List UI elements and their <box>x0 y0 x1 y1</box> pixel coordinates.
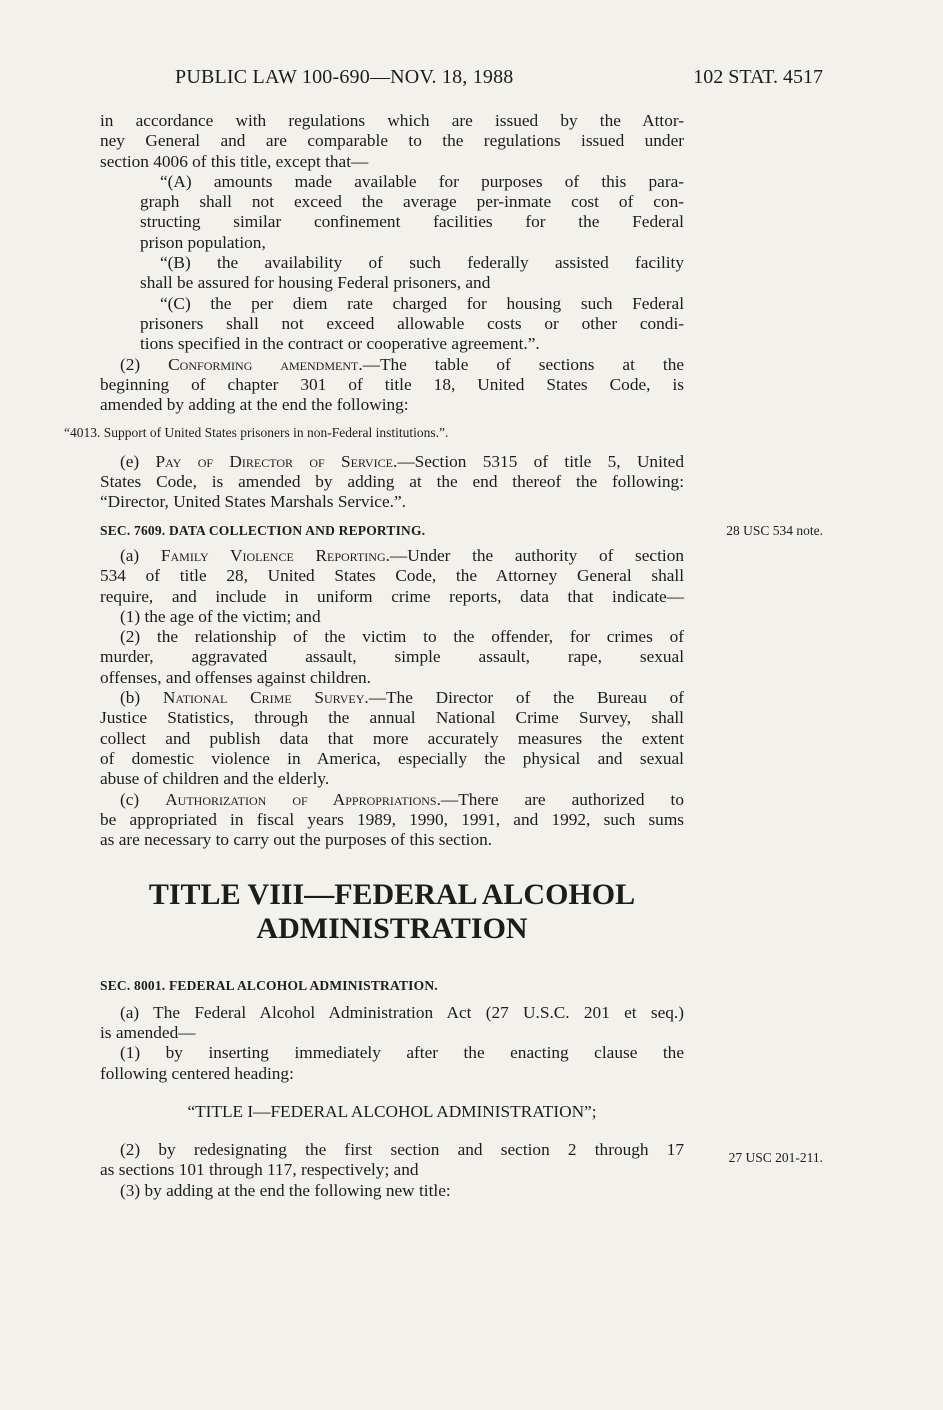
text-line: abuse of children and the elderly. <box>100 769 330 789</box>
section-heading: National Crime Survey <box>162 688 365 708</box>
section-heading: Pay of Director of Service <box>155 451 393 471</box>
text-line: “Director, United States Marshals Service.”. <box>100 492 406 512</box>
running-header: PUBLIC LAW 100-690—NOV. 18, 1988 <box>175 66 514 88</box>
page-body <box>64 111 684 1201</box>
text-line: graph shall not exceed the average per-inmate cost of con- <box>140 192 684 212</box>
text-line: (2) Conforming amendment.—The table of sections at the <box>120 354 684 374</box>
text-line: of domestic violence in America, especially the physical and sexual <box>100 748 684 768</box>
text-line: tions specified in the contract or cooperative agreement.”. <box>140 334 540 354</box>
text-line: (c) Authorization of Appropriations.—There are authorized to <box>120 789 684 809</box>
text-line: (a) The Federal Alcohol Administration Act (27 U.S.C. 201 et seq.) <box>120 1002 684 1022</box>
text-line: amended by adding at the end the following: <box>100 395 409 415</box>
text-line: (1) the age of the victim; and <box>120 606 321 626</box>
text-line: Justice Statistics, through the annual National Crime Survey, shall <box>100 708 684 728</box>
text-line: as sections 101 through 117, respectively; and <box>100 1160 419 1180</box>
text-line: “(C) the per diem rate charged for housing such Federal <box>160 293 684 313</box>
section-heading: Authorization of Appropriations <box>165 789 437 809</box>
text-line: in accordance with regulations which are issued by the Attor- <box>100 111 684 130</box>
title-line: ADMINISTRATION <box>256 912 528 946</box>
title-heading <box>100 878 684 946</box>
text-line: (b) National Crime Survey.—The Director of the Bureau of <box>120 688 684 708</box>
text-line: as are necessary to carry out the purposes of this section. <box>100 830 493 850</box>
text-line: (3) by adding at the end the following new title: <box>120 1180 451 1200</box>
text-line: prisoners shall not exceed allowable costs or other condi- <box>140 313 684 333</box>
text-line: (e) Pay of Director of Service.—Section 5315 of title 5, United <box>120 451 684 471</box>
text-line: section 4006 of this title, except that— <box>100 151 369 171</box>
section-title: SEC. 7609. DATA COLLECTION AND REPORTING. <box>100 522 426 538</box>
text-line: (a) Family Violence Reporting.—Under the authority of section <box>120 545 684 565</box>
table-of-sections-entry: “4013. Support of United States prisoners in non-Federal institutions.”. <box>64 425 449 441</box>
page-number: 102 STAT. 4517 <box>693 66 823 88</box>
section-title: SEC. 8001. FEDERAL ALCOHOL ADMINISTRATION. <box>100 978 438 994</box>
section-heading: Conforming amendment <box>168 354 359 374</box>
text-line: require, and include in uniform crime reports, data that indicate— <box>100 586 684 606</box>
text-line: be appropriated in fiscal years 1989, 1990, 1991, and 1992, such sums <box>100 809 684 829</box>
text-line: collect and publish data that more accurately measures the extent <box>100 728 684 748</box>
text-line: 534 of title 28, United States Code, the Attorney General shall <box>100 566 684 586</box>
section-heading: Family Violence Reporting <box>160 545 386 565</box>
text-line: is amended— <box>100 1022 196 1042</box>
text-line: “(A) amounts made available for purposes of this para- <box>160 171 684 191</box>
text-line: beginning of chapter 301 of title 18, United States Code, is <box>100 374 684 394</box>
text-line: (2) the relationship of the victim to the offender, for crimes of <box>120 627 684 647</box>
centered-heading: “TITLE I—FEDERAL ALCOHOL ADMINISTRATION”; <box>187 1101 597 1121</box>
text-line: prison population, <box>140 232 266 252</box>
title-line: TITLE VIII—FEDERAL ALCOHOL <box>148 878 636 912</box>
text-line: murder, aggravated assault, simple assault, rape, sexual <box>100 647 684 667</box>
text-line: (2) by redesignating the first section and section 2 through 17 <box>120 1140 684 1160</box>
text-line: structing similar confinement facilities for the Federal <box>140 212 684 232</box>
text-line: (1) by inserting immediately after the enacting clause the <box>120 1043 684 1063</box>
text-line: following centered heading: <box>100 1063 294 1083</box>
margin-note: 27 USC 201-211. <box>728 1150 823 1165</box>
text-line: shall be assured for housing Federal prisoners, and <box>140 273 491 293</box>
text-line: States Code, is amended by adding at the end thereof the following: <box>100 472 684 492</box>
text-line: “(B) the availability of such federally assisted facility <box>160 253 684 273</box>
margin-note: 28 USC 534 note. <box>726 523 823 538</box>
text-line: ney General and are comparable to the regulations issued under <box>100 131 684 151</box>
text-line: offenses, and offenses against children. <box>100 667 371 687</box>
